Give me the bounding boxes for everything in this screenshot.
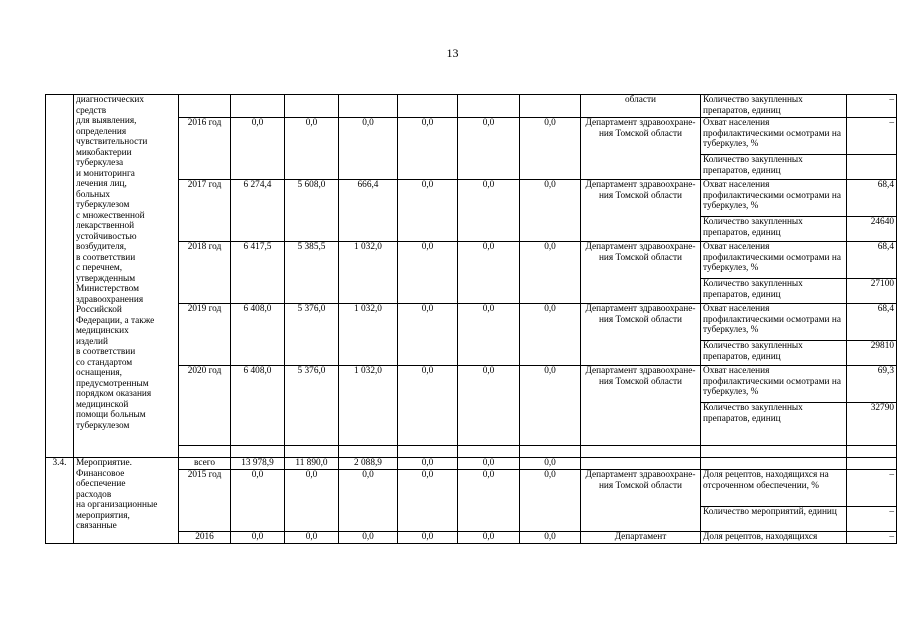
item-name-line: устойчивостью bbox=[76, 231, 137, 242]
item-name-line: на организационные bbox=[76, 500, 158, 510]
amount-cell: 6 408,0 bbox=[231, 366, 285, 446]
page-number: 13 bbox=[446, 46, 459, 60]
item-name-line: и мониторинга bbox=[76, 168, 135, 179]
amount-cell bbox=[285, 446, 339, 458]
indicator-value: – bbox=[847, 118, 897, 155]
item-name-line: определения bbox=[76, 126, 127, 137]
item-name-line: для выявления, bbox=[76, 116, 137, 126]
amount-cell: 0,0 bbox=[520, 242, 581, 304]
amount-cell bbox=[285, 95, 339, 118]
item-name-line: туберкулезом bbox=[76, 420, 130, 431]
indicator-name bbox=[701, 446, 847, 458]
item-name-line: Финансовое bbox=[76, 468, 125, 479]
indicator-name: Количество закупленных препаратов, единиц bbox=[701, 279, 847, 304]
amount-cell: 0,0 bbox=[339, 118, 398, 180]
item-name-line: медицинской bbox=[76, 399, 129, 410]
amount-cell: 5 376,0 bbox=[285, 304, 339, 366]
amount-cell bbox=[520, 95, 581, 118]
amount-cell: 1 032,0 bbox=[339, 366, 398, 446]
executor-cell: Департамент здравоохране-ния Томской области bbox=[581, 118, 701, 180]
amount-cell: 1 032,0 bbox=[339, 242, 398, 304]
amount-cell: 6 417,5 bbox=[231, 242, 285, 304]
executor-cell: Департамент здравоохране-ния Томской области bbox=[581, 470, 701, 532]
amount-cell: 0,0 bbox=[458, 118, 520, 180]
indicator-value: 69,3 bbox=[847, 366, 897, 403]
indicator-name: Количество закупленных препаратов, единиц bbox=[701, 341, 847, 366]
indicator-name: Доля рецептов, находящихся на отсроченном обеспечении, % bbox=[701, 470, 847, 507]
indicator-value: – bbox=[847, 95, 897, 118]
item-name-line: чувствительности bbox=[76, 137, 148, 147]
program-table bbox=[45, 94, 897, 544]
amount-cell: 0,0 bbox=[231, 532, 285, 544]
item-name-line: со стандартом bbox=[76, 357, 133, 368]
item-name-line: мероприятия, bbox=[76, 510, 130, 521]
item-name bbox=[74, 458, 179, 544]
indicator-value: – bbox=[847, 532, 897, 544]
item-number bbox=[46, 95, 74, 458]
amount-cell bbox=[339, 95, 398, 118]
indicator-name: Количество закупленных препаратов, единиц bbox=[701, 217, 847, 242]
executor-cell: Департамент bbox=[581, 532, 701, 544]
indicator-name: Количество закупленных препаратов, единиц bbox=[701, 403, 847, 446]
amount-cell bbox=[231, 95, 285, 118]
executor-cell: Департамент здравоохране-ния Томской области bbox=[581, 180, 701, 242]
indicator-value: – bbox=[847, 470, 897, 507]
item-name-line: средств bbox=[76, 105, 107, 116]
item-name-line: туберкулезом bbox=[76, 200, 130, 210]
amount-cell: 5 608,0 bbox=[285, 180, 339, 242]
amount-cell: 13 978,9 bbox=[231, 458, 285, 470]
amount-cell: 0,0 bbox=[398, 366, 458, 446]
item-name-line: микобактерии bbox=[76, 147, 132, 158]
amount-cell: 0,0 bbox=[458, 304, 520, 366]
indicator-value: – bbox=[847, 507, 897, 532]
item-name bbox=[74, 95, 179, 458]
amount-cell: 6 274,4 bbox=[231, 180, 285, 242]
item-name-line: Федерации, а также bbox=[76, 315, 155, 326]
amount-cell: 0,0 bbox=[520, 304, 581, 366]
amount-cell bbox=[520, 446, 581, 458]
amount-cell: 0,0 bbox=[398, 304, 458, 366]
year-cell: всего bbox=[179, 458, 231, 470]
year-cell: 2020 год bbox=[179, 366, 231, 446]
item-name-line: лечения лиц, bbox=[76, 179, 127, 189]
indicator-name: Количество закупленных препаратов, единиц bbox=[701, 155, 847, 180]
amount-cell: 6 408,0 bbox=[231, 304, 285, 366]
item-name-line: расходов bbox=[76, 489, 112, 500]
indicator-name: Охват населения профилактическими осмотрами на туберкулез, % bbox=[701, 180, 847, 217]
amount-cell bbox=[231, 446, 285, 458]
item-name-line: больных bbox=[76, 189, 111, 200]
item-name-line: здравоохранения bbox=[76, 294, 144, 305]
executor-cell: Департамент здравоохране-ния Томской области bbox=[581, 366, 701, 446]
executor-cell: области bbox=[581, 95, 701, 118]
amount-cell: 0,0 bbox=[285, 470, 339, 532]
item-name-line: связанные bbox=[76, 521, 117, 531]
amount-cell: 0,0 bbox=[398, 118, 458, 180]
item-name-line: в соответствии bbox=[76, 347, 136, 357]
year-cell: 2018 год bbox=[179, 242, 231, 304]
amount-cell: 0,0 bbox=[398, 458, 458, 470]
amount-cell: 0,0 bbox=[520, 532, 581, 544]
item-name-line: Мероприятие. bbox=[76, 458, 132, 468]
amount-cell: 0,0 bbox=[458, 180, 520, 242]
indicator-name: Охват населения профилактическими осмотрами на туберкулез, % bbox=[701, 366, 847, 403]
amount-cell: 0,0 bbox=[458, 458, 520, 470]
year-cell bbox=[179, 95, 231, 118]
indicator-name: Охват населения профилактическими осмотрами на туберкулез, % bbox=[701, 118, 847, 155]
amount-cell: 0,0 bbox=[458, 366, 520, 446]
amount-cell: 0,0 bbox=[231, 470, 285, 532]
amount-cell: 0,0 bbox=[458, 242, 520, 304]
indicator-name: Охват населения профилактическими осмотрами на туберкулез, % bbox=[701, 242, 847, 279]
item-name-line: с множественной bbox=[76, 210, 145, 221]
indicator-value: 68,4 bbox=[847, 242, 897, 279]
indicator-value bbox=[847, 155, 897, 180]
table-row bbox=[46, 458, 897, 470]
item-name-line: лекарственной bbox=[76, 221, 135, 231]
indicator-value: 68,4 bbox=[847, 304, 897, 341]
amount-cell bbox=[398, 95, 458, 118]
amount-cell: 0,0 bbox=[339, 470, 398, 532]
item-name-line: возбудителя, bbox=[76, 242, 127, 252]
amount-cell: 0,0 bbox=[285, 118, 339, 180]
executor-cell bbox=[581, 458, 701, 470]
indicator-name: Охват населения профилактическими осмотрами на туберкулез, % bbox=[701, 304, 847, 341]
indicator-value: 68,4 bbox=[847, 180, 897, 217]
amount-cell: 1 032,0 bbox=[339, 304, 398, 366]
amount-cell: 0,0 bbox=[520, 470, 581, 532]
amount-cell: 5 385,5 bbox=[285, 242, 339, 304]
amount-cell bbox=[339, 446, 398, 458]
indicator-value: 24640 bbox=[847, 217, 897, 242]
amount-cell: 0,0 bbox=[339, 532, 398, 544]
indicator-value: 32790 bbox=[847, 403, 897, 446]
item-name-line: диагностических bbox=[76, 95, 144, 105]
item-name-line: утвержденным bbox=[76, 273, 136, 284]
item-name-line: предусмотренным bbox=[76, 378, 149, 389]
amount-cell bbox=[398, 446, 458, 458]
year-cell bbox=[179, 446, 231, 458]
item-name-line: с перечнем, bbox=[76, 263, 123, 273]
amount-cell: 0,0 bbox=[285, 532, 339, 544]
year-cell: 2016 год bbox=[179, 118, 231, 180]
amount-cell: 666,4 bbox=[339, 180, 398, 242]
amount-cell: 0,0 bbox=[520, 180, 581, 242]
indicator-name: Количество закупленных препаратов, единиц bbox=[701, 95, 847, 118]
item-name-line: медицинских bbox=[76, 326, 129, 336]
amount-cell: 0,0 bbox=[458, 532, 520, 544]
executor-cell: Департамент здравоохране-ния Томской области bbox=[581, 242, 701, 304]
item-number: 3.4. bbox=[46, 458, 74, 544]
indicator-value: 27100 bbox=[847, 279, 897, 304]
year-cell: 2015 год bbox=[179, 470, 231, 532]
year-cell: 2016 bbox=[179, 532, 231, 544]
amount-cell: 0,0 bbox=[231, 118, 285, 180]
amount-cell: 0,0 bbox=[520, 366, 581, 446]
amount-cell: 11 890,0 bbox=[285, 458, 339, 470]
amount-cell: 0,0 bbox=[398, 180, 458, 242]
table-row bbox=[46, 95, 897, 118]
amount-cell: 0,0 bbox=[458, 470, 520, 532]
item-name-line: в соответствии bbox=[76, 252, 136, 263]
amount-cell bbox=[458, 446, 520, 458]
amount-cell: 5 376,0 bbox=[285, 366, 339, 446]
amount-cell: 0,0 bbox=[398, 242, 458, 304]
indicator-value bbox=[847, 458, 897, 470]
item-name-line: Российской bbox=[76, 305, 122, 315]
year-cell: 2019 год bbox=[179, 304, 231, 366]
item-name-line: изделий bbox=[76, 336, 108, 347]
amount-cell: 2 088,9 bbox=[339, 458, 398, 470]
amount-cell bbox=[458, 95, 520, 118]
year-cell: 2017 год bbox=[179, 180, 231, 242]
amount-cell: 0,0 bbox=[398, 470, 458, 532]
indicator-name bbox=[701, 458, 847, 470]
amount-cell: 0,0 bbox=[520, 458, 581, 470]
indicator-value: 29810 bbox=[847, 341, 897, 366]
executor-cell: Департамент здравоохране-ния Томской области bbox=[581, 304, 701, 366]
item-name-line: помощи больным bbox=[76, 410, 146, 420]
indicator-name: Доля рецептов, находящихся bbox=[701, 532, 847, 544]
item-name-line: обеспечение bbox=[76, 479, 126, 489]
item-name-line: Министерством bbox=[76, 284, 140, 294]
executor-cell bbox=[581, 446, 701, 458]
item-name-line: туберкулеза bbox=[76, 158, 124, 168]
item-name-line: порядком оказания bbox=[76, 389, 152, 399]
amount-cell: 0,0 bbox=[520, 118, 581, 180]
amount-cell: 0,0 bbox=[398, 532, 458, 544]
indicator-value bbox=[847, 446, 897, 458]
item-name-line: оснащения, bbox=[76, 368, 122, 378]
indicator-name: Количество мероприятий, единиц bbox=[701, 507, 847, 532]
